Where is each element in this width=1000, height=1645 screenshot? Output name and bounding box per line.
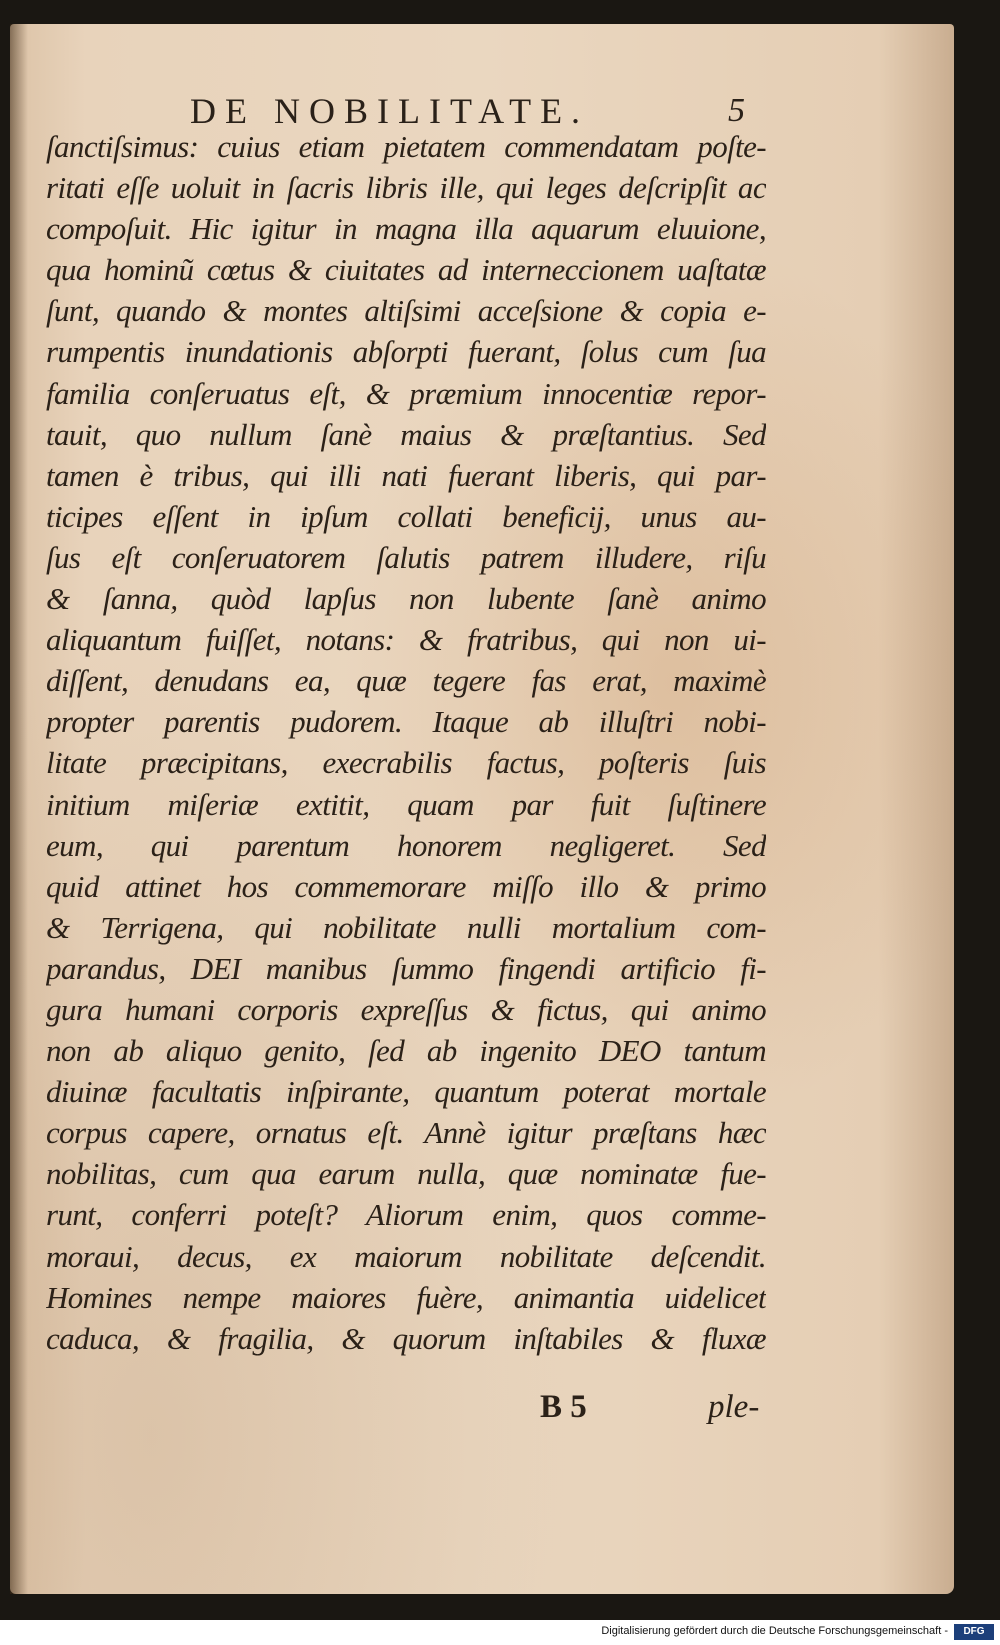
text-line: propter parentis pudorem. Itaque ab illuſtri nobi- <box>46 704 766 740</box>
text-line: ſanctiſsimus: cuius etiam pietatem commendatam poſte- <box>46 129 766 164</box>
text-line: ticipes eſſent in ipſum collati beneficij, unus au- <box>46 498 766 534</box>
text-line: diſſent, denudans ea, quæ tegere fas erat, maximè <box>46 663 766 699</box>
catchword: ple- <box>708 1389 760 1425</box>
text-line: gura humani corporis expreſſus & fictus, qui animo <box>46 991 766 1027</box>
text-line: & Terrigena, qui nobilitate nulli mortalium com- <box>46 909 766 945</box>
text-line: Homines nempe maiores fuère, animantia uidelicet <box>46 1279 766 1315</box>
text-line: aliquantum fuiſſet, notans: & fratribus, qui non ui- <box>46 622 766 658</box>
text-line: eum, qui parentum honorem negligeret. Sed <box>46 827 766 863</box>
running-title: DE NOBILITATE. <box>190 91 590 131</box>
text-line: nobilitas, cum qua earum nulla, quæ nominatæ fue- <box>46 1156 766 1192</box>
digitization-credit: Digitalisierung gefördert durch die Deutsche Forschungsgemeinschaft - <box>601 1625 948 1637</box>
catchline <box>10 1389 954 1433</box>
text-line: ritati eſſe uoluit in ſacris libris ille, qui leges deſcripſit ac <box>46 170 766 206</box>
text-line: & ſanna, quòd lapſus non lubente ſanè animo <box>46 581 766 617</box>
body-text <box>46 126 766 1359</box>
book-page <box>10 24 954 1594</box>
text-line: parandus, DEI manibus ſummo fingendi artificio fi- <box>46 950 766 986</box>
text-line: litate præcipitans, execrabilis factus, poſteris ſuis <box>46 745 766 781</box>
text-line: ſus eſt conſeruatorem ſalutis patrem illudere, riſu <box>46 539 766 575</box>
text-line: initium miſeriæ extitit, quam par fuit ſuſtinere <box>46 786 766 822</box>
text-line: caduca, & fragilia, & quorum inſtabiles & fluxæ <box>46 1320 766 1356</box>
text-line: familia conſeruatus eſt, & præmium innocentiæ repor- <box>46 375 766 411</box>
text-line: tamen è tribus, qui illi nati fuerant liberis, qui par- <box>46 457 766 493</box>
text-line: quid attinet hos commemorare miſſo illo & primo <box>46 868 766 904</box>
text-line: non ab aliquo genito, ſed ab ingenito DEO tantum <box>46 1033 766 1069</box>
text-line: diuinæ facultatis inſpirante, quantum poterat mortale <box>46 1074 766 1110</box>
dfg-logo: DFG <box>954 1624 994 1640</box>
footer-bar <box>0 1620 1000 1645</box>
text-line: corpus capere, ornatus eſt. Annè igitur præſtans hæc <box>46 1115 766 1151</box>
text-line: qua hominũ cœtus & ciuitates ad interneccionem uaſtatæ <box>46 252 766 288</box>
text-line: rumpentis inundationis abſorpti fuerant, ſolus cum ſua <box>46 334 766 370</box>
text-line: ſunt, quando & montes altiſsimi acceſsione & copia e- <box>46 293 766 329</box>
text-line: moraui, decus, ex maiorum nobilitate deſcendit. <box>46 1238 766 1274</box>
page-number: 5 <box>728 92 745 129</box>
text-line: tauit, quo nullum ſanè maius & præſtantius. Sed <box>46 416 766 452</box>
text-line: compoſuit. Hic igitur in magna illa aquarum eluuione, <box>46 211 766 247</box>
text-line: runt, conferri poteſt? Aliorum enim, quos comme- <box>46 1197 766 1233</box>
signature-mark: B 5 <box>540 1389 587 1425</box>
